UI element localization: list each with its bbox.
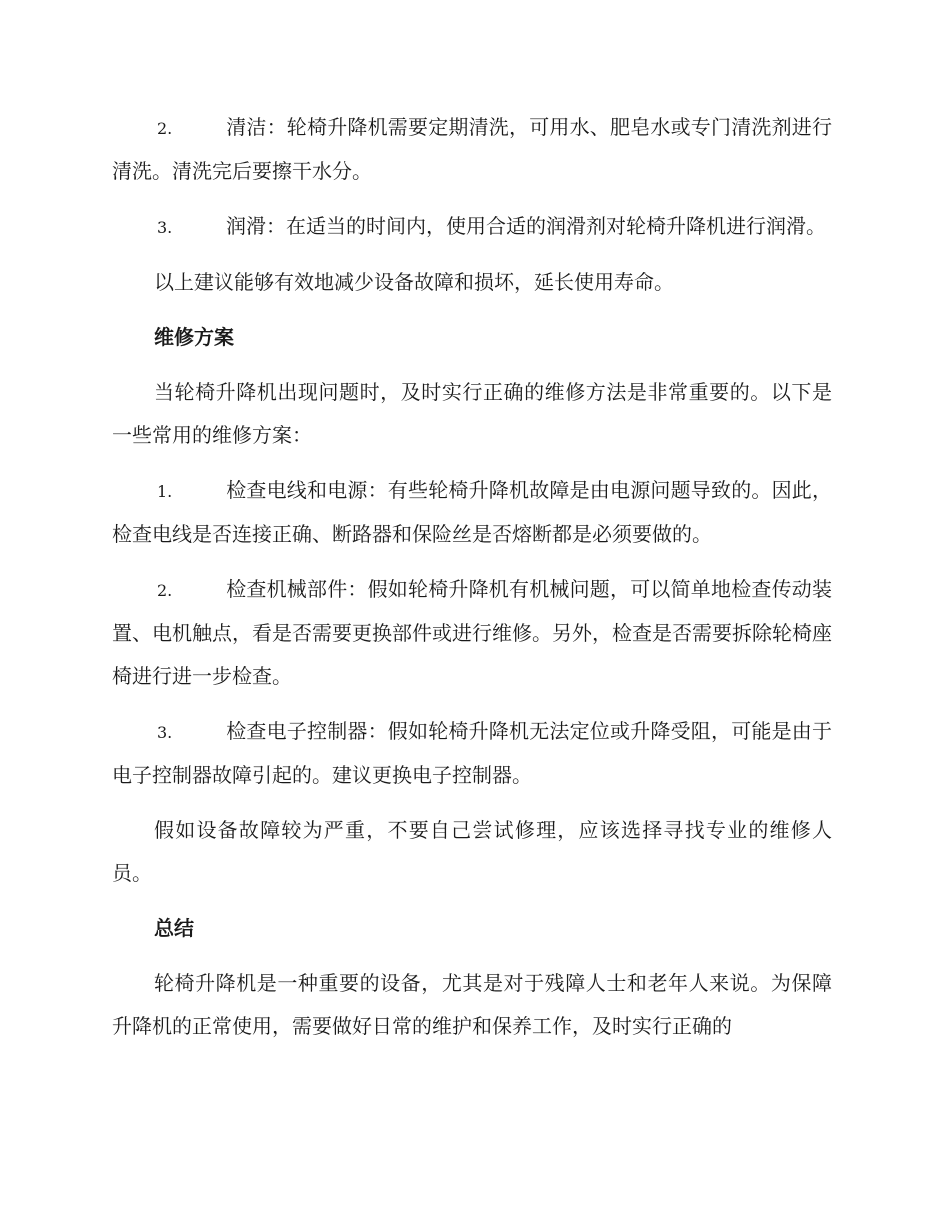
paragraph-summary: 轮椅升降机是一种重要的设备，尤其是对于残障人士和老年人来说。为保障升降机的正常使用，需要做好日常的维护和保养工作，及时实行正确的 [112,971,832,1038]
paragraph-repair-intro: 当轮椅升降机出现问题时，及时实行正确的维修方法是非常重要的。以下是一些常用的维修方案： [112,380,832,447]
list-item [112,469,832,556]
list-item-text: 清洁：轮椅升降机需要定期清洗，可用水、肥皂水或专门清洗剂进行清洗。清洗完后要擦干水分。 [112,115,832,183]
list-item-number: 1. [157,482,173,501]
list-item-text: 润滑：在适当的时间内，使用合适的润滑剂对轮椅升降机进行润滑。 [226,214,826,238]
list-item-number: 3. [157,723,173,742]
document-body [112,106,832,1060]
list-item-number: 2. [157,119,173,138]
section-heading-repair: 维修方案 [154,325,234,349]
list-item [112,106,832,193]
list-item-number: 2. [157,581,173,600]
list-item [112,205,832,249]
paragraph-suggestion-summary: 以上建议能够有效地减少设备故障和损坏，延长使用寿命。 [154,270,674,294]
paragraph-serious-fault: 假如设备故障较为严重，不要自己尝试修理，应该选择寻找专业的维修人员。 [112,818,832,885]
list-item-text: 检查电子控制器：假如轮椅升降机无法定位或升降受阻，可能是由于电子控制器故障引起的。建议更换电子控制器。 [112,719,832,787]
list-item [112,568,832,698]
list-item-text: 检查机械部件：假如轮椅升降机有机械问题，可以简单地检查传动装置、电机触点，看是否需要更换部件或进行维修。另外，检查是否需要拆除轮椅座椅进行进一步检查。 [112,577,832,688]
list-item [112,710,832,797]
section-heading-summary: 总结 [154,916,194,940]
list-item-number: 3. [157,218,173,237]
list-item-text: 检查电线和电源：有些轮椅升降机故障是由电源问题导致的。因此，检查电线是否连接正确、断路器和保险丝是否熔断都是必须要做的。 [112,478,832,546]
